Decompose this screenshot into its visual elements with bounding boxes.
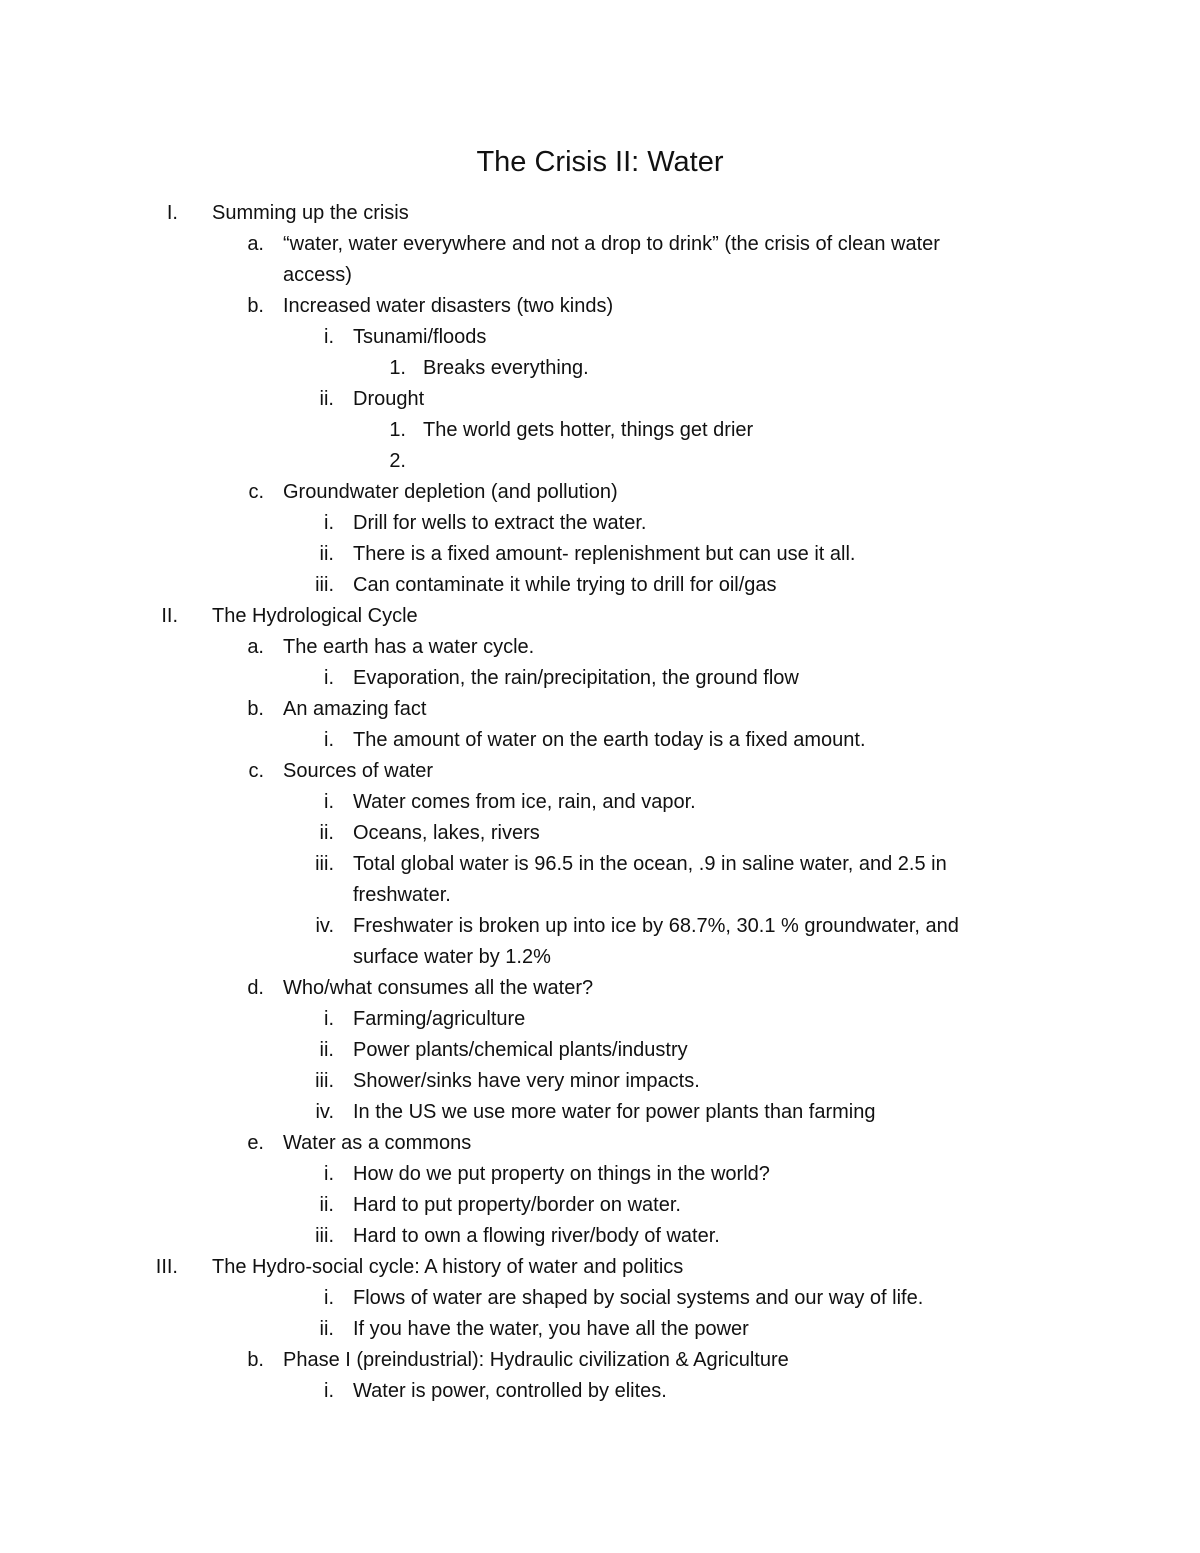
outline-item-marker: c. [248, 481, 264, 503]
document-title: The Crisis II: Water [476, 146, 724, 178]
outline-item-text: The earth has a water cycle. [283, 636, 535, 658]
outline-item-text: Evaporation, the rain/precipitation, the ground flow [353, 667, 799, 689]
outline-item-text: access) [283, 264, 352, 286]
outline-item-text: Who/what consumes all the water? [283, 977, 594, 999]
outline-item [0, 322, 1200, 353]
outline-item [0, 632, 1200, 663]
outline-item-marker: i. [324, 512, 334, 534]
outline-item [0, 1252, 1200, 1283]
outline-item-text: The amount of water on the earth today is a fixed amount. [353, 729, 866, 751]
outline-item-marker: ii. [319, 543, 334, 565]
outline-item [0, 1283, 1200, 1314]
outline-item-marker: i. [324, 1163, 334, 1185]
outline-item-text: Phase I (preindustrial): Hydraulic civilization & Agriculture [283, 1349, 789, 1371]
outline-item-text: The Hydro-social cycle: A history of water and politics [212, 1256, 684, 1278]
outline-item-text: Groundwater depletion (and pollution) [283, 481, 618, 503]
outline-item [0, 539, 1200, 570]
outline-item [0, 756, 1200, 787]
outline-item-text: Can contaminate it while trying to drill for oil/gas [353, 574, 777, 596]
outline-item [0, 725, 1200, 756]
outline-item-text: Drought [353, 388, 425, 410]
outline-item-marker: iii. [315, 853, 334, 875]
outline-item-text: Shower/sinks have very minor impacts. [353, 1070, 700, 1092]
outline-item-text: The world gets hotter, things get drier [423, 419, 754, 441]
outline-item [0, 260, 1200, 291]
outline-item-text: Oceans, lakes, rivers [353, 822, 540, 844]
outline-item-marker: ii. [319, 1318, 334, 1340]
outline-item-marker: ii. [319, 1039, 334, 1061]
outline-item-marker: e. [247, 1132, 264, 1154]
outline-item [0, 384, 1200, 415]
outline-item-marker: i. [324, 1287, 334, 1309]
outline-item [0, 508, 1200, 539]
outline-item [0, 663, 1200, 694]
outline-item-text: Hard to put property/border on water. [353, 1194, 681, 1216]
outline-item-text: “water, water everywhere and not a drop to drink” (the crisis of clean water [283, 233, 940, 255]
outline-item-text: surface water by 1.2% [353, 946, 551, 968]
outline-item [0, 353, 1200, 384]
outline-item-text: Flows of water are shaped by social systems and our way of life. [353, 1287, 924, 1309]
outline-item-text: Water is power, controlled by elites. [353, 1380, 667, 1402]
outline-item-text: How do we put property on things in the world? [353, 1163, 770, 1185]
outline-item-text: An amazing fact [283, 698, 427, 720]
outline-item [0, 446, 1200, 477]
outline-item [0, 818, 1200, 849]
outline-item-text: In the US we use more water for power plants than farming [353, 1101, 876, 1123]
outline-item-text: The Hydrological Cycle [212, 605, 418, 627]
outline-item [0, 1345, 1200, 1376]
outline-item-marker: II. [161, 605, 178, 627]
outline-item [0, 601, 1200, 632]
outline-item-text: freshwater. [353, 884, 451, 906]
outline-list [0, 198, 1200, 1407]
outline-item-marker: b. [247, 698, 264, 720]
outline-item [0, 229, 1200, 260]
outline-item [0, 1314, 1200, 1345]
outline-item [0, 1128, 1200, 1159]
outline-item-marker: 2. [389, 450, 406, 472]
outline-item-text: Water as a commons [283, 1132, 472, 1154]
outline-item [0, 973, 1200, 1004]
outline-item [0, 1159, 1200, 1190]
outline-item [0, 911, 1200, 942]
outline-item [0, 1035, 1200, 1066]
outline-item-text: Breaks everything. [423, 357, 589, 379]
outline-item-text: Freshwater is broken up into ice by 68.7%, 30.1 % groundwater, and [353, 915, 959, 937]
outline-item [0, 198, 1200, 229]
outline-item-marker: i. [324, 326, 334, 348]
outline-item-text: Summing up the crisis [212, 202, 409, 224]
outline-item-marker: i. [324, 1380, 334, 1402]
outline-item-marker: i. [324, 791, 334, 813]
outline-item-marker: b. [247, 295, 264, 317]
outline-item-marker: b. [247, 1349, 264, 1371]
outline-item-marker: ii. [319, 822, 334, 844]
outline-item-marker: iv. [315, 1101, 334, 1123]
outline-item [0, 849, 1200, 880]
outline-item-marker: c. [248, 760, 264, 782]
outline-item-text: Water comes from ice, rain, and vapor. [353, 791, 696, 813]
outline-item-marker: ii. [319, 1194, 334, 1216]
outline-item [0, 291, 1200, 322]
outline-item-text: Farming/agriculture [353, 1008, 526, 1030]
outline-item-text: Sources of water [283, 760, 434, 782]
outline-item [0, 1066, 1200, 1097]
outline-item [0, 942, 1200, 973]
outline-item [0, 1004, 1200, 1035]
outline-item-text: Total global water is 96.5 in the ocean, .9 in saline water, and 2.5 in [353, 853, 947, 875]
outline-item-text: Power plants/chemical plants/industry [353, 1039, 688, 1061]
outline-item [0, 570, 1200, 601]
outline-item-marker: iii. [315, 1225, 334, 1247]
outline-item [0, 1097, 1200, 1128]
outline-item-marker: i. [324, 667, 334, 689]
outline-item-text: Drill for wells to extract the water. [353, 512, 647, 534]
outline-item [0, 415, 1200, 446]
outline-item-marker: iii. [315, 574, 334, 596]
outline-item [0, 787, 1200, 818]
outline-item-marker: i. [324, 1008, 334, 1030]
outline-item-text: Hard to own a flowing river/body of water. [353, 1225, 720, 1247]
outline-item-text: Tsunami/floods [353, 326, 487, 348]
outline-item-text: If you have the water, you have all the power [353, 1318, 749, 1340]
outline-item [0, 1221, 1200, 1252]
outline-item-marker: i. [324, 729, 334, 751]
outline-item [0, 477, 1200, 508]
outline-item-marker: 1. [389, 419, 406, 441]
outline-item [0, 880, 1200, 911]
outline-item-marker: ii. [319, 388, 334, 410]
outline-item [0, 694, 1200, 725]
outline-item-marker: III. [155, 1256, 178, 1278]
outline-item [0, 1190, 1200, 1221]
outline-item-text: Increased water disasters (two kinds) [283, 295, 614, 317]
outline-item-marker: I. [166, 202, 178, 224]
outline-item-marker: 1. [389, 357, 406, 379]
outline-item-marker: iv. [315, 915, 334, 937]
outline-item-marker: a. [247, 636, 264, 658]
outline-item [0, 1376, 1200, 1407]
outline-item-text: There is a fixed amount- replenishment but can use it all. [353, 543, 856, 565]
outline-item-marker: d. [247, 977, 264, 999]
outline-item-marker: iii. [315, 1070, 334, 1092]
outline-item-marker: a. [247, 233, 264, 255]
